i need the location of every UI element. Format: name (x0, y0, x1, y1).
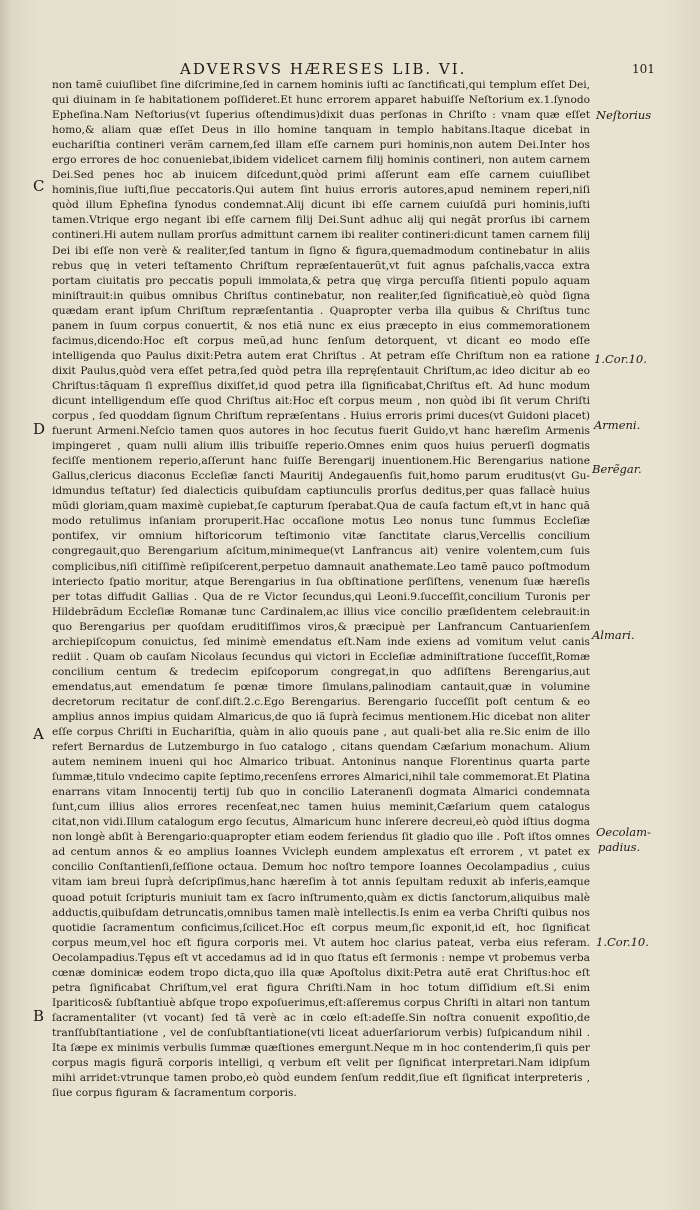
margin-note-oecolam: Oecolam- (596, 825, 651, 839)
running-title: ADVERSVS HÆRESES LIB. VI. (180, 60, 467, 78)
margin-note-cor-2: 1.Cor.10. (596, 935, 649, 949)
margin-note-nestorius: Neſtorius (596, 108, 652, 122)
margin-note-beregar: Berẽgar. (592, 462, 642, 476)
main-paragraph: non tamẽ cuiuſlibet ſine diſcrimine,ſed in carnem hominis iuſti ac ſanctificati,qui templum eſſet Dei, qui diuinam in ſe habitationem poſſideret.Et hunc errorem apparet habuiſſe Neſtorium ex.1.ſynodo Epheſina.Nam Neſtorius(vt ſuperius oſtendimus)dixit duas perſonas in Chriſto : vnam quæ eſſet homo,& aliam quæ eſſet Deus in illo homine tanquam in templo habitans.Itaque dicebat in euchariſtia contineri verãm carnem,ſed illam eſſe carnem puri hominis,non autem Dei.Inter hos ergo errores de hoc conueniebat,ibidem videlicet carnem filij hominis contineri, non autem carnem Dei.Sed penes hoc ab inuicem diſcedunt,quòd primi aſſerunt eam eſſe carnem cuiuſlibet hominis,ſiue iuſti,ſiue peccatoris.Qui autem ſint huius erroris autores,apud neminem reperi,niſi quòd illum Epheſina ſynodus condemnat.Alij dicunt ibi eſſe carnem cuiuſdã puri hominis,iuſti tamen.Vtrique ergo negant ibi eſſe carnem filij Dei.Sunt adhuc alij qui negãt prorſus ibi carnem contineri.Hi autem nullam prorſus admittunt carnem ibi realiter contineri:dicunt tamen carnem filij Dei ibi eſſe non verè & realiter,ſed tantum in ſigno & figura,quemadmodum continebatur in aliis rebus quę in veteri teſtamento Chriſtum repræſentauerũt,vt fuit agnus paſchalis,vacca extra portam ciuitatis pro peccatis populi immolata,& petra quę virga percuſſa ſitienti populo aquam miniſtrauit:in quibus omnibus Chriſtus continebatur, non realiter,ſed ſignificatiuè,eò quòd ſigna quædam erant ipſum Chriſtum repræſentantia . Quapropter verba illa quibus & Chriſtus tunc panem in ſuum corpus conuertit, & nos etiã nunc ex eius præcepto in eius commemorationem facimus,dicendo:Hoc eſt corpus meũ,ad hunc ſenſum detorquent, vt dicant eo modo eſſe intelligenda quo Paulus dixit:Petra autem erat Chriſtus . At petram eſſe Chriſtum non ea ratione dixit Paulus,quòd vera eſſet petra,ſed quòd petra illa repręſentauit Chriſtum,ac ideo dicitur ab eo Chriſtus:tãquam ſi expreſſius dixiſſet,id quod petra illa ſignificabat,Chriſtus eſt. Ad hunc modum dicunt intelligendum eſſe quod Chriſtus ait:Hoc eſt corpus meum , non quòd ibi ſit verum Chriſti corpus , ſed quoddam ſignum Chriſtum repræſentans . Huius erroris primi duces(vt Guidoni placet) fuerunt Armeni.Neſcio tamen quos autores in hoc ſecutus fuerit Guido,vt hanc hæreſim Armenis impingeret , quam nulli alium illis tribuiſſe reperio.Omnes enim quos huius peruerſi dogmatis feciſſe mentionem reperio,aſſerunt hanc fuiſſe Berengarij inuentionem.Hic Berengarius natione Gallus,clericus diaconus Eccleſiæ ſancti Mauritij Andegauenſis fuit,homo parum eruditus(vt Gu-idmundus teſtatur) ſed dialecticis quibuſdam captiunculis prorſus deditus,per quas fallacè huius mũdi gloriam,quam maximè cupiebat,ſe capturum ſperabat.Qua de cauſa factum eſt,vt in hanc quã modo retulimus inſaniam proruperit.Hac occaſione motus Leo nonus tunc ſummus Eccleſiæ pontifex, vir omnium hiſtoricorum teſtimonio vitæ ſanctitate clarus,Vercellis concilium congregauit,quo Berengarium aſcitum,minimeque(vt Lanfrancus ait) venire volentem,cum ſuis complicibus,niſi citiſſimè reſipiſcerent,perpetuo damnauit anathemate.Leo tamẽ pauco poſtmodum interiecto ſpatio moritur, atque Berengarius in ſua obſtinatione perſiſtens, venenum ſuæ hæreſis per totas diffudit Gallias . Qua de re Victor ſecundus,qui Leoni.9.ſucceſſit,concilium Turonis per Hildebrãdum Eccleſiæ Romanæ tunc Cardinalem,ac illius vice concilio præſidentem celebrauit:in quo Berengarius per quoſdam eruditiſſimos viros,& præcipuè per Lanfrancum Cantuarienſem archiepiſcopum conuictus, ſed minimè emendatus eſt.Nam inde exiens ad vomitum velut canis rediit . Quam ob cauſam Nicolaus ſecundus qui victori in Eccleſiæ adminiſtratione ſucceſſit,Romæ concilium centum & tredecim epiſcoporum congregat,in quo adſiſtens Berengarius,aut emendatus,aut emendatum ſe pœnæ timore ſimulans,palinodiam cantauit,quæ in volumine decretorum recitatur de conſ.diſt.2.c.Ego Berengarius. Berengario ſucceſſit poſt centum & eo amplius annos impius quidam Almaricus,de quo iã ſuprà fecimus mentionem.Hic dicebat non aliter eſſe corpus Chriſti in Euchariſtia, quàm in alio quouis pane , aut quali-bet alia re.Sic enim de illo refert Bernardus de Lutzemburgo in ſuo catalogo , citans quendam Cæſarium monachum. Alium autem neminem inueni qui hoc Almarico tribuat. Antoninus nanque Florentinus quarta parte ſummæ,titulo vndecimo capite ſeptimo,recenſens errores Almarici,nihil tale commemorat.Et Platina enarrans vitam Innocentij tertij ſub quo in concilio Lateranenſi dogmata Almarici condemnata ſunt,cum illius alios errores recenſeat,nec tamen huius meminit,Cæſarium quem catalogus citat,non vidi.Illum catalogum ergo ſecutus, Almaricum hunc inſerere decreui,eò quòd iſtius dogma non longè abſit à Berengario:quapropter etiam eodem feriendus ſit gladio quo ille . Poſt iſtos omnes ad centum annos & eo amplius Ioannes Vvicleph eundem amplexatus eſt errorem , vt patet ex concilio Conſtantienſi,ſeſſione octaua. Demum hoc noſtro tempore Ioannes Oecolampadius , cuius vitam iam breui ſuprà deſcripſimus,hanc hæreſim à tot annis ſepultam reduxit ab inferis,eamque quoad potuit ſcripturis muniuit tam ex ſacro inſtrumento,quàm ex dictis ſanctorum,aliquibus malè adductis,quibuſdam detruncatis,omnibus tamen malè intellectis.Is enim ea verba Chriſti quibus nos quotidie ſacramentum conficimus,ſcilicet.Hoc eſt corpus meum,ſic exponit,id eſt, hoc ſignificat corpus meum,vel hoc eſt figura corporis mei. Vt autem hoc clarius pateat, verba eius referam. Oecolampadius.Tępus eſt vt accedamus ad id in quo ſtatus eſt ſermonis : nempe vt probemus verba cœnæ dominicæ eodem tropo dicta,quo illa quæ Apoſtolus dixit:Petra autẽ erat Chriſtus:hoc eſt petra ſignificabat Chriſtum,vel erat figura Chriſti.Nam in hoc totum diſſidium eſt.Si enim Ipariticos& ſubſtantiuè abſque tropo expoſuerimus,eſt:aſſeremus corpus Chriſti in altari non tantum ſacramentaliter (vt vocant) ſed tã verè ac in cœlo eſt:adeſſe.Sin noſtra conuenit expoſitio,de tranſſubſtantiatione , vel de conſubſtantiatione(vti liceat aduerſariorum verbis) ſuſpicandum nihil . Ita ſæpe ex minimis verbulis ſummæ quæſtiones emergunt.Neque m in hoc contenderim,ſi quis per corpus magis figurã corporis intelligi, q verbum eſt velit per ſignificat interpretari.Nam idipſum mihi arridet:vtrunque tamen probo,eò quòd eundem ſenſum reddit,ſiue eſt ſignificat interpreteris , ſiue corpus figuram & ſacramentum corporis. (52, 79, 590, 1100)
folio-number: 101 (632, 62, 655, 76)
margin-note-cor-1: 1.Cor.10. (594, 352, 647, 366)
margin-note-almari: Almari. (592, 628, 635, 642)
section-letter-d: D (33, 420, 46, 438)
margin-note-armeni: Armeni. (594, 418, 641, 432)
main-text-block (52, 78, 590, 1101)
margin-note-padius: padius. (598, 840, 641, 854)
section-letter-b: B (33, 1007, 45, 1025)
section-letter-a: A (33, 725, 44, 743)
section-letter-c: C (33, 177, 45, 195)
